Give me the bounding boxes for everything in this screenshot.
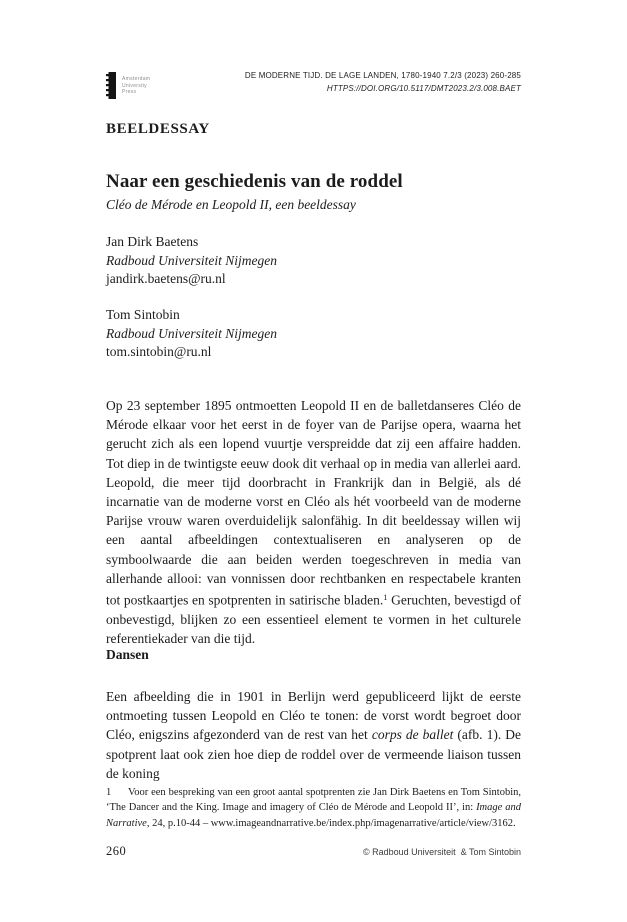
intro-paragraph	[106, 396, 521, 648]
author-affiliation: Radboud Universiteit Nijmegen	[106, 325, 277, 341]
dansen-text: Een afbeelding die in 1901 in Berlijn werd gepubliceerd lijkt de eerste ontmoeting tussen Leopold en Cléo te tonen: de vorst wordt begroet door Cléo, enigszins afgezonderd van de rest van het	[106, 689, 521, 743]
footnote-text: Voor een bespreking van een groot aantal spotprenten zie Jan Dirk Baetens en Tom Sintobin, ‘The Dancer and the King. Image and imagery of Cléo de Mérode and Leopold II’, in:	[106, 787, 521, 814]
title-block	[106, 171, 521, 213]
intro-text: Op 23 september 1895 ontmoetten Leopold II en de balletdanseres Cléo de Mérode elkaar voor het eerst in de foyer van de Parijse opera, waarna het gerucht zich als een lopend vuurtje verspreidde dat zij een affaire hadden. Tot diep in de twintigste eeuw dook dit verhaal op in media van allerlei aard. Leopold, die meer tijd doorbracht in Frankrijk dan in België, als dé incarnatie van de moderne vorst en Cléo als hét voorbeeld van de moderne Parijse vrouw waren overduidelijk salonfähig. In dit beeldessay willen wij een aantal afbeeldingen contextualiseren en analyseren op de symboolwaarde die aan beiden werden toegeschreven in media van allerhande allooi: van vonnissen door rechtbanken en respectabele kranten tot postkaartjes en spotprenten in satirische bladen.	[106, 398, 521, 608]
dansen-paragraph	[106, 687, 521, 783]
author-email: jandirk.baetens@ru.nl	[106, 271, 226, 286]
footnote-text-continued: , 24, p.10-44 – www.imageandnarrative.be/index.php/imagenarrative/article/view/3162.	[146, 817, 516, 829]
amsterdam-university-press-logo-icon	[106, 72, 116, 99]
section-label: BEELDESSAY	[106, 121, 210, 137]
article-title: Naar een geschiedenis van de roddel	[106, 171, 403, 192]
journal-header-meta	[106, 70, 521, 95]
page-header	[106, 70, 521, 95]
dansen-italic-phrase: corps de ballet	[371, 727, 454, 743]
intro-text-continued: Geruchten, bevestigd of onbevestigd, blijken zo een essentieel element te vormen in het culturele referentiekader van die tijd.	[106, 592, 521, 646]
author-block-1	[106, 233, 521, 289]
copyright-notice: © Radboud Universiteit & Tom Sintobin	[362, 847, 521, 857]
publisher-name-line: University	[122, 82, 147, 89]
section-heading-dansen: Dansen	[106, 647, 149, 662]
publisher-name-line: Press	[122, 89, 137, 95]
author-name: Tom Sintobin	[106, 307, 180, 322]
footnote	[106, 785, 521, 831]
publisher-name	[122, 76, 150, 96]
author-block-2	[106, 306, 521, 362]
journal-citation-line: DE MODERNE TIJD. DE LAGE LANDEN, 1780-1940 7.2/3 (2023) 260-285	[244, 71, 521, 80]
footnote-reference: 1	[383, 592, 388, 603]
page-number: 260	[106, 844, 127, 858]
author-affiliation: Radboud Universiteit Nijmegen	[106, 252, 277, 268]
article-subtitle: Cléo de Mérode en Leopold II, een beeldessay	[106, 197, 356, 212]
author-name: Jan Dirk Baetens	[106, 234, 199, 249]
page-footer	[106, 844, 521, 859]
footnote-marker: 1	[106, 787, 112, 798]
author-email: tom.sintobin@ru.nl	[106, 344, 212, 359]
doi-line: HTTPS://DOI.ORG/10.5117/DMT2023.2/3.008.BAET	[326, 83, 521, 93]
publisher-name-line: Amsterdam	[122, 76, 151, 82]
dansen-text-continued: (afb. 1). De spotprent laat ook zien hoe diep de roddel over de vermeende liaison tussen de koning	[106, 727, 521, 781]
footnote-journal-title: Image and Narrative	[106, 802, 521, 829]
publisher-logo	[106, 72, 150, 99]
